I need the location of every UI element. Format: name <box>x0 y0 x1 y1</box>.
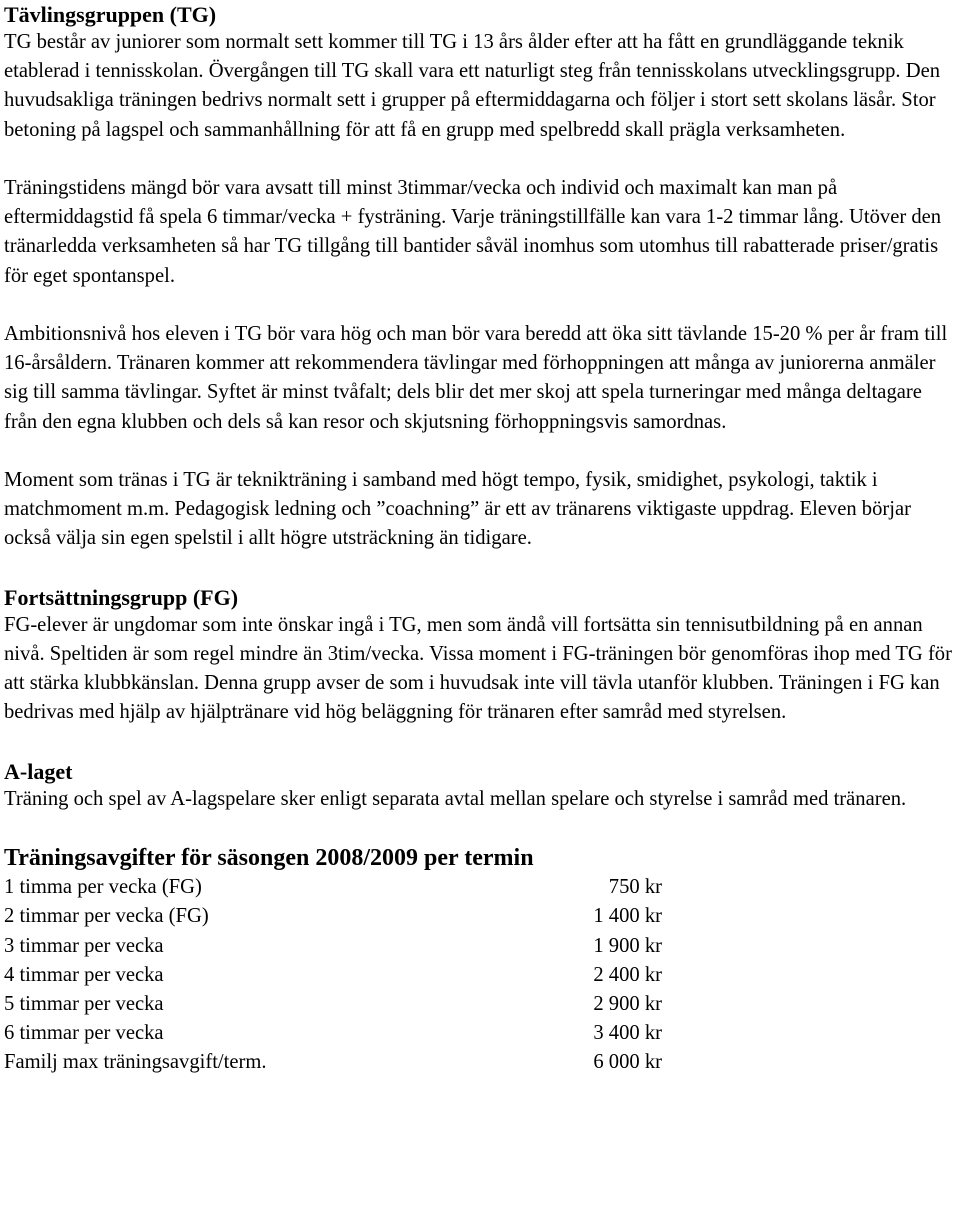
fee-label: 6 timmar per vecka <box>4 1022 164 1045</box>
fee-label: 5 timmar per vecka <box>4 993 164 1015</box>
fee-label: 1 timma per vecka (FG) <box>4 876 202 899</box>
paragraph-tg-2: Träningstidens mängd bör vara avsatt till minst 3timmar/vecka och individ och maximalt kan man på eftermiddagstid få spela 6 timmar/vecka + fysträning. Varje träningstillfälle kan vara 1-2 timmar lång. Utöver den tränarledda verksamheten så har TG tillgång till bantider såväl inomhus som utomhus till rabatterade priser/gratis för eget spontanspel. <box>4 177 942 287</box>
fee-label: 3 timmar per vecka <box>4 934 164 957</box>
fee-amount: 6 000 kr <box>593 1051 662 1074</box>
section-heading-fg: Fortsättningsgrupp (FG) <box>4 584 239 610</box>
table-row <box>4 961 662 990</box>
section-heading-fees: Träningsavgifter för säsongen 2008/2009 per termin <box>4 845 534 872</box>
fee-label: Familj max träningsavgift/term. <box>4 1051 267 1074</box>
paragraph-alaget-1: Träning och spel av A-lagspelare sker enligt separata avtal mellan spelare och styrelse i samråd med tränaren. <box>4 787 907 810</box>
paragraph-tg-3: Ambitionsnivå hos eleven i TG bör vara hög och man bör vara beredd att öka sitt tävlande 15-20 % per år fram till 16-årsåldern. Tränaren kommer att rekommendera tävlingar med förhoppningen att många av juniorerna anmäler sig till samma tävlingar. Syftet är minst tvåfalt; dels blir det mer skoj att spela turneringar med många deltagare från den egna klubben och dels så kan resor och skjutsning förhoppningsvis samordnas. <box>4 323 948 433</box>
table-row <box>4 1048 662 1077</box>
table-row <box>4 990 662 1019</box>
section-fees <box>4 843 960 1077</box>
fee-amount: 2 900 kr <box>593 993 662 1015</box>
paragraph-tg-4: Moment som tränas i TG är teknikträning i samband med högt tempo, fysik, smidighet, psykologi, taktik i matchmoment m.m. Pedagogisk ledning och ”coachning” är ett av tränarens viktigaste uppdrag. Eleven börjar också välja sin egen spelstil i allt högre utsträckning än tidigare. <box>4 469 911 550</box>
fee-amount: 3 400 kr <box>593 1022 662 1045</box>
fee-label: 4 timmar per vecka <box>4 963 164 986</box>
fee-table <box>4 873 662 1077</box>
table-row <box>4 932 662 961</box>
table-row <box>4 1019 662 1048</box>
fee-amount: 750 kr <box>608 876 662 899</box>
fee-amount: 1 400 kr <box>593 905 662 928</box>
section-tg <box>4 0 960 554</box>
paragraph-fg-1: FG-elever är ungdomar som inte önskar ingå i TG, men som ändå vill fortsätta sin tennisutbildning på en annan nivå. Speltiden är som regel mindre än 3tim/vecka. Vissa moment i FG-träningen bör genomföras ihop med TG för att stärka klubbkänslan. Denna grupp avser de som i huvudsak inte vill tävla utanför klubben. Träningen i FG kan bedrivas med hjälp av hjälptränare vid hög beläggning för tränaren efter samråd med styrelsen. <box>4 613 952 724</box>
fee-label: 2 timmar per vecka (FG) <box>4 905 209 928</box>
fee-amount: 1 900 kr <box>593 934 662 957</box>
paragraph-tg-1: TG består av juniorer som normalt sett kommer till TG i 13 års ålder efter att ha fått en grundläggande teknik etablerad i tennisskolan. Övergången till TG skall vara ett naturligt steg från tennisskolans utvecklingsgrupp. Den huvudsakliga träningen bedrivs normalt sett i grupper på eftermiddagarna och följer i stort sett skolans läsår. Stor betoning på lagspel och sammanhållning för att få en grupp med spelbredd skall prägla verksamheten. <box>4 31 941 141</box>
section-heading-alaget: A-laget <box>4 758 73 784</box>
section-heading-tg: Tävlingsgruppen (TG) <box>4 2 217 27</box>
section-alaget <box>4 757 960 814</box>
table-row <box>4 873 662 902</box>
fee-amount: 2 400 kr <box>593 963 662 986</box>
section-fg <box>4 583 960 728</box>
table-row <box>4 902 662 931</box>
